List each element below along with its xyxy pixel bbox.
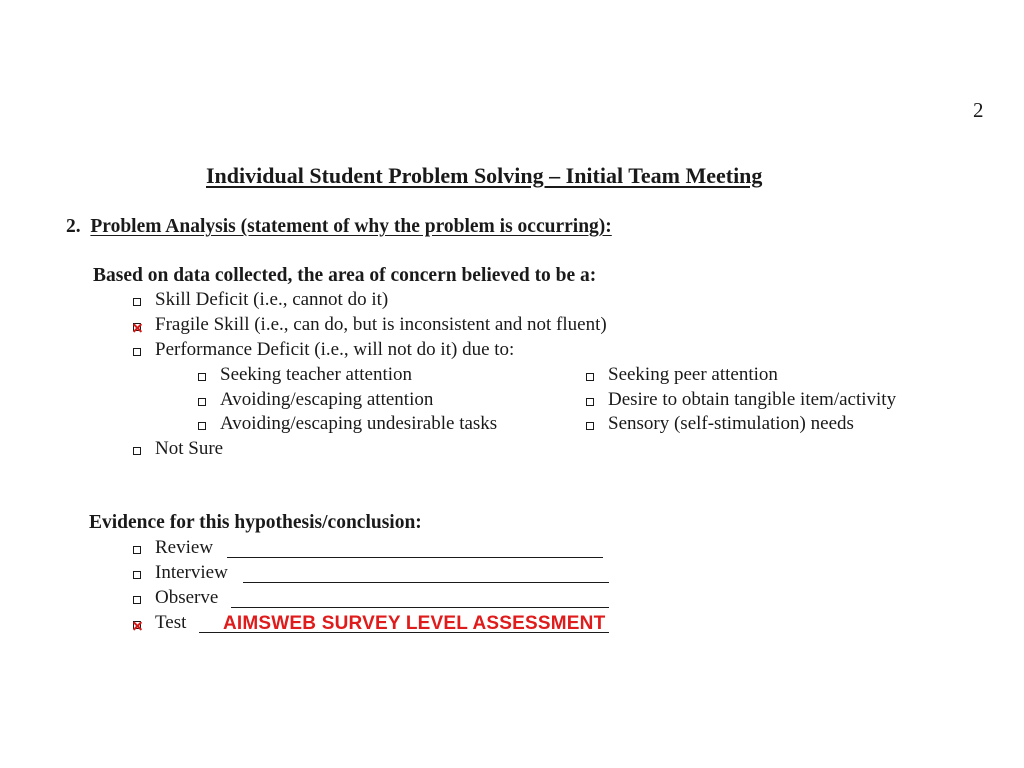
interview-checkbox[interactable] xyxy=(133,571,141,579)
tangible-item-label: Desire to obtain tangible item/activity xyxy=(608,389,897,410)
document-title: Individual Student Problem Solving – Initial Team Meeting xyxy=(206,163,763,188)
seeking-peer-attention-checkbox[interactable] xyxy=(586,373,594,381)
page-number: 2 xyxy=(973,98,984,122)
skill-deficit-checkbox[interactable] xyxy=(133,298,141,306)
sensory-needs-label: Sensory (self-stimulation) needs xyxy=(608,413,854,434)
section-heading xyxy=(66,216,612,238)
avoiding-tasks-label: Avoiding/escaping undesirable tasks xyxy=(220,413,498,434)
tangible-item-checkbox[interactable] xyxy=(586,398,594,406)
seeking-teacher-attention-label: Seeking teacher attention xyxy=(220,364,413,385)
observe-answer-line[interactable] xyxy=(231,607,609,608)
seeking-peer-attention-label: Seeking peer attention xyxy=(608,364,778,385)
test-label: Test xyxy=(155,612,187,633)
interview-answer-line[interactable] xyxy=(243,582,609,583)
evidence-heading: Evidence for this hypothesis/conclusion: xyxy=(89,512,422,533)
interview-label: Interview xyxy=(155,562,228,583)
test-checkbox[interactable] xyxy=(133,621,141,629)
performance-deficit-checkbox[interactable] xyxy=(133,348,141,356)
skill-deficit-label: Skill Deficit (i.e., cannot do it) xyxy=(155,289,389,310)
section-number: 2. xyxy=(66,216,81,237)
sensory-needs-checkbox[interactable] xyxy=(586,422,594,430)
fragile-skill-label: Fragile Skill (i.e., can do, but is inconsistent and not fluent) xyxy=(155,314,607,335)
avoiding-attention-label: Avoiding/escaping attention xyxy=(220,389,434,410)
test-answer-text[interactable]: AIMSWEB SURVEY LEVEL ASSESSMENT xyxy=(223,613,606,634)
review-answer-line[interactable] xyxy=(227,557,603,558)
section-heading-text: Problem Analysis (statement of why the problem is occurring): xyxy=(90,216,612,237)
review-label: Review xyxy=(155,537,214,558)
avoiding-attention-checkbox[interactable] xyxy=(198,398,206,406)
observe-checkbox[interactable] xyxy=(133,596,141,604)
avoiding-tasks-checkbox[interactable] xyxy=(198,422,206,430)
review-checkbox[interactable] xyxy=(133,546,141,554)
performance-deficit-label: Performance Deficit (i.e., will not do it) due to: xyxy=(155,339,515,360)
not-sure-label: Not Sure xyxy=(155,438,224,459)
fragile-skill-checkbox[interactable] xyxy=(133,323,141,331)
not-sure-checkbox[interactable] xyxy=(133,447,141,455)
seeking-teacher-attention-checkbox[interactable] xyxy=(198,373,206,381)
observe-label: Observe xyxy=(155,587,219,608)
concern-intro: Based on data collected, the area of concern believed to be a: xyxy=(93,265,597,286)
